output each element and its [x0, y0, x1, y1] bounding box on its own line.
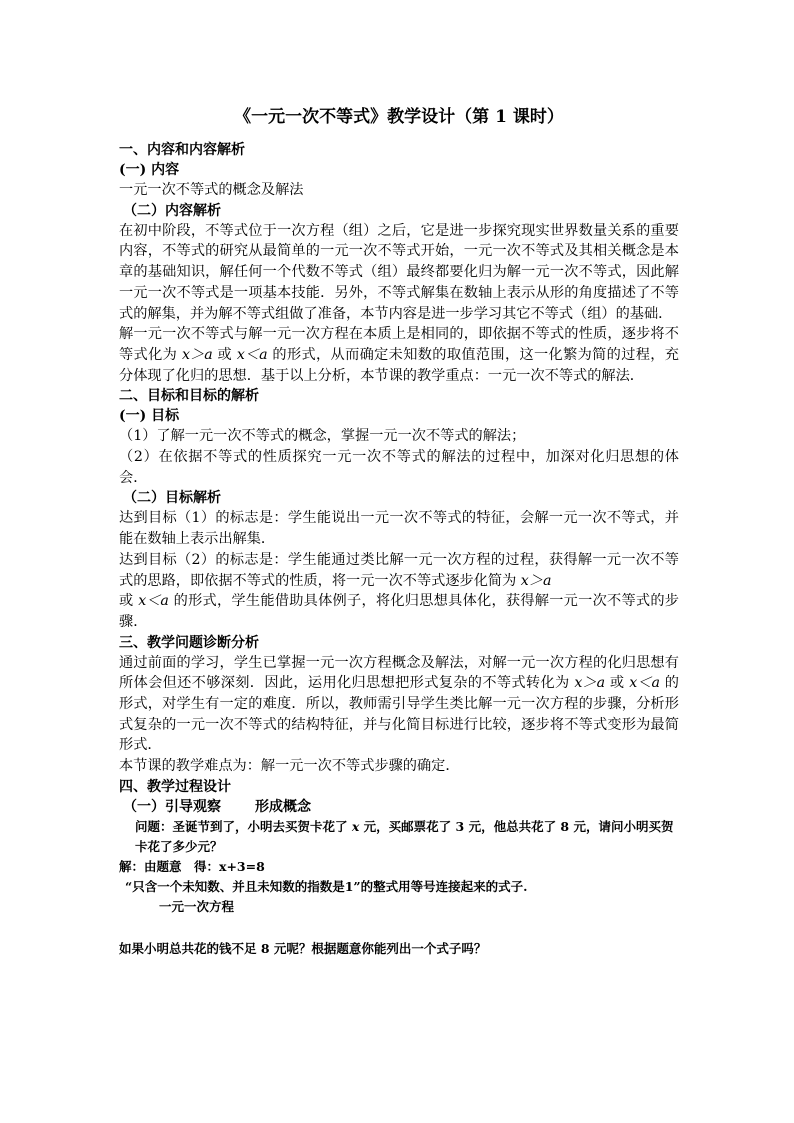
section-1-para-1: 在初中阶段，不等式位于一次方程（组）之后，它是进一步探究现实世界数量关系的重要内容，不等式的研究从最简单的一元一次不等式开始，一元一次不等式及其相关概念是本章的基础知识，解任何一个代数不等式（组）最终都要化归为解一元一次不等式，因此解一元一次不等式是一项基本技能．另外，不等式解集在数轴上表示从形的角度描述了不等式的解集，并为解不等式组做了准备，本节内容是进一步学习其它不等式（组）的基础． — [119, 222, 679, 322]
section-3-heading: 三、教学问题诊断分析 — [119, 634, 259, 651]
section-3-para-1: 通过前面的学习，学生已掌握一元一次方程概念及解法，对解一元一次方程的化归思想有所体会但还不够深刻．因此，运用化归思想把形式复杂的不等式转化为 x＞a 或 x＜a 的形式，对学生有一定的难度．所以，教师需引导学生类比解一元一次方程的步骤，分析形式复杂的一元一次不等式的结构特征，并与化简目标进行比较，逐步将不等式变形为最简形式． — [119, 654, 679, 754]
goal-1: （1）了解一元一次不等式的概念，掌握一元一次不等式的解法； — [119, 428, 526, 445]
section-2-para-2: 达到目标（2）的标志是：学生能通过类比解一元一次方程的过程，获得解一元一次不等式的思路，即依据不等式的性质，将一元一次不等式逐步化简为 x＞a 或 x＜a 的形式，学生能借助具体例子，将化归思想具体化，获得解一元一次不等式的步骤． — [119, 551, 679, 630]
section-2-para-1: 达到目标（1）的标志是：学生能说出一元一次不等式的特征，会解一元一次不等式，并能在数轴上表示出解集． — [119, 510, 679, 548]
follow-up-question: 如果小明总共花的钱不足 8 元呢？根据题意你能列出一个式子吗？ — [119, 940, 487, 956]
section-4-heading: 四、教学过程设计 — [119, 778, 231, 795]
solution-line: 解：由题意 得：x+3=8 — [119, 858, 265, 874]
section-3-para-2: 本节课的教学难点为：解一元一次不等式步骤的确定． — [119, 758, 460, 775]
section-1-sub-2: （二）内容解析 — [123, 202, 221, 219]
section-1-sub-1: (一) 内容 — [119, 162, 180, 178]
definition-quote: “只含一个未知数、并且未知数的指数是1”的整式用等号连接起来的式子. — [125, 878, 528, 894]
term-label: 一元一次方程 — [159, 898, 235, 914]
section-4-sub-1: （一）引导观察 形成概念 — [123, 798, 311, 815]
section-1-heading: 一、内容和内容解析 — [119, 142, 245, 158]
section-2-sub-1: (一) 目标 — [119, 408, 180, 425]
document-title: 《一元一次不等式》教学设计（第 1 课时） — [234, 107, 564, 127]
problem-text: 问题：圣诞节到了，小明去买贺卡花了 x 元，买邮票花了 3 元，他总共花了 8 元，请问小明买贺卡花了多少元？ — [135, 818, 674, 854]
section-1-content: 一元一次不等式的概念及解法 — [119, 182, 304, 198]
document-page — [119, 104, 679, 959]
goal-2: （2）在依据不等式的性质探究一元一次不等式的解法的过程中，加深对化归思想的体会． — [119, 449, 679, 486]
section-1-para-2: 解一元一次不等式与解一元一次方程在本质上是相同的，即依据不等式的性质，逐步将不等式化为 x＞a 或 x＜a 的形式，从而确定未知数的取值范围，这一化繁为简的过程，充分体现了化归的思想．基于以上分析，本节课的教学重点：一元一次不等式的解法． — [119, 326, 679, 384]
section-2-heading: 二、目标和目标的解析 — [119, 388, 259, 405]
section-2-sub-2: （二）目标解析 — [123, 490, 221, 507]
